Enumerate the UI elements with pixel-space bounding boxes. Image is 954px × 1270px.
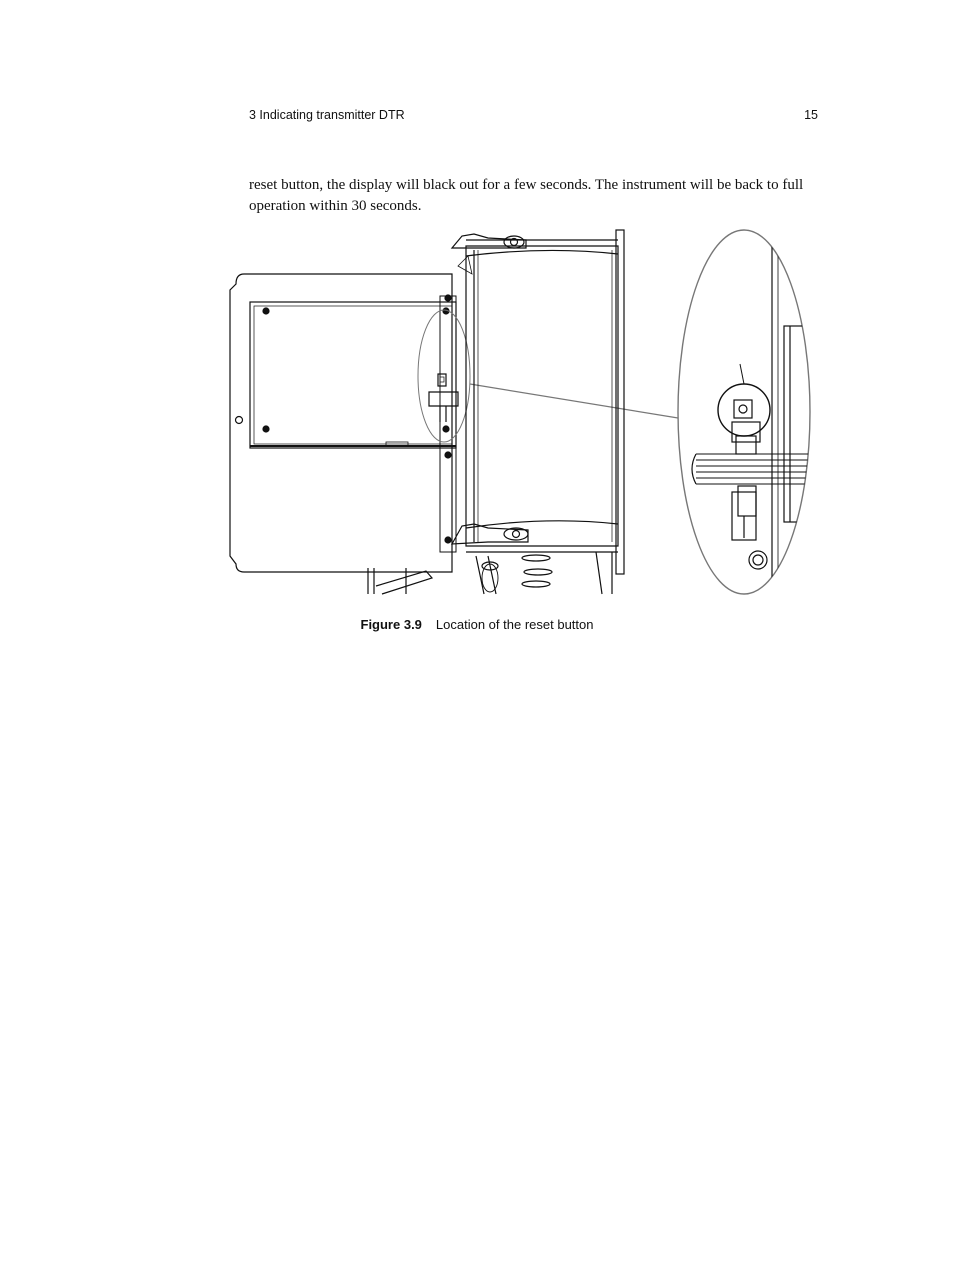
figure-caption-text: Location of the reset button [435,617,594,632]
page-number: 15 [804,108,818,122]
figure-label: Figure 3.9 [360,617,422,632]
display-panel [250,302,456,448]
enclosure-body [230,274,452,572]
figure-caption [0,617,954,632]
screw [263,308,269,314]
zoom-detail-content [692,230,816,594]
reset-button-figure [226,226,816,596]
body-paragraph [249,175,809,216]
callout-line [470,384,678,418]
reset-button-highlight [718,384,770,436]
transmitter-drawing [226,226,816,596]
running-header-chapter: 3 Indicating transmitter DTR [249,108,405,122]
paragraph-text: reset button, the display will black out for a few seconds. The instrument will be back to full operation within 30 seconds. [249,177,804,214]
highlight-ellipse [418,310,470,442]
reset-button [734,400,752,418]
